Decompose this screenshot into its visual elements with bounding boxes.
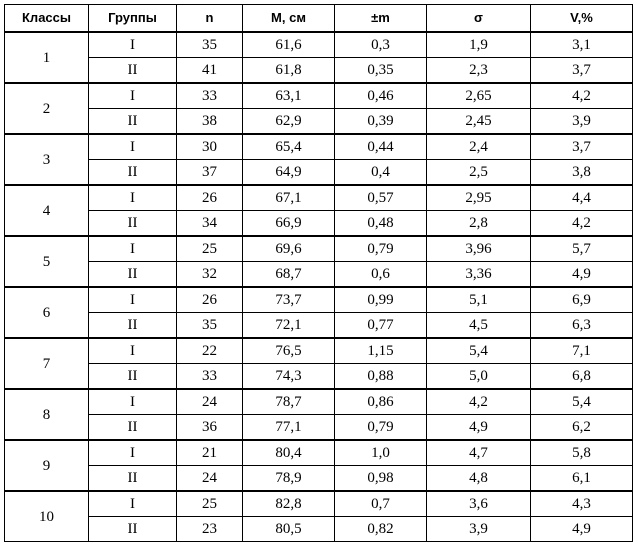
mean-cell: 66,9 — [243, 211, 335, 237]
n-cell: 35 — [177, 313, 243, 339]
group-cell: II — [89, 58, 177, 84]
variation-cell: 6,2 — [531, 415, 633, 441]
group-cell: I — [89, 83, 177, 109]
header-row — [5, 5, 633, 33]
table-row — [5, 440, 633, 466]
table-row — [5, 83, 633, 109]
sigma-cell: 2,4 — [427, 134, 531, 160]
mean-cell: 78,9 — [243, 466, 335, 492]
klass-cell: 7 — [5, 338, 89, 389]
n-cell: 25 — [177, 491, 243, 517]
header-error: ±m — [335, 5, 427, 33]
mean-cell: 62,9 — [243, 109, 335, 135]
sigma-cell: 4,5 — [427, 313, 531, 339]
table-row — [5, 134, 633, 160]
table-row — [5, 185, 633, 211]
mean-cell: 69,6 — [243, 236, 335, 262]
error-cell: 1,15 — [335, 338, 427, 364]
table-body — [5, 32, 633, 542]
error-cell: 0,99 — [335, 287, 427, 313]
n-cell: 24 — [177, 389, 243, 415]
variation-cell: 4,2 — [531, 83, 633, 109]
variation-cell: 3,7 — [531, 134, 633, 160]
header-mean: M, см — [243, 5, 335, 33]
group-cell: II — [89, 517, 177, 542]
klass-cell: 2 — [5, 83, 89, 134]
group-cell: I — [89, 338, 177, 364]
table-row — [5, 58, 633, 84]
n-cell: 37 — [177, 160, 243, 186]
sigma-cell: 5,4 — [427, 338, 531, 364]
error-cell: 0,79 — [335, 236, 427, 262]
table-row — [5, 517, 633, 542]
group-cell: II — [89, 313, 177, 339]
sigma-cell: 4,7 — [427, 440, 531, 466]
mean-cell: 74,3 — [243, 364, 335, 390]
variation-cell: 5,7 — [531, 236, 633, 262]
error-cell: 0,4 — [335, 160, 427, 186]
mean-cell: 64,9 — [243, 160, 335, 186]
error-cell: 0,6 — [335, 262, 427, 288]
table-row — [5, 109, 633, 135]
mean-cell: 77,1 — [243, 415, 335, 441]
variation-cell: 3,7 — [531, 58, 633, 84]
table-row — [5, 262, 633, 288]
n-cell: 22 — [177, 338, 243, 364]
group-cell: II — [89, 415, 177, 441]
mean-cell: 61,8 — [243, 58, 335, 84]
header-variation: V,% — [531, 5, 633, 33]
header-sigma: σ — [427, 5, 531, 33]
sigma-cell: 4,8 — [427, 466, 531, 492]
variation-cell: 6,3 — [531, 313, 633, 339]
variation-cell: 5,8 — [531, 440, 633, 466]
sigma-cell: 3,36 — [427, 262, 531, 288]
error-cell: 0,88 — [335, 364, 427, 390]
sigma-cell: 3,9 — [427, 517, 531, 542]
sigma-cell: 1,9 — [427, 32, 531, 58]
n-cell: 36 — [177, 415, 243, 441]
n-cell: 33 — [177, 364, 243, 390]
table-row — [5, 287, 633, 313]
error-cell: 0,77 — [335, 313, 427, 339]
klass-cell: 1 — [5, 32, 89, 83]
sigma-cell: 2,95 — [427, 185, 531, 211]
variation-cell: 3,8 — [531, 160, 633, 186]
sigma-cell: 2,8 — [427, 211, 531, 237]
mean-cell: 67,1 — [243, 185, 335, 211]
group-cell: I — [89, 287, 177, 313]
error-cell: 0,44 — [335, 134, 427, 160]
table-row — [5, 364, 633, 390]
mean-cell: 61,6 — [243, 32, 335, 58]
error-cell: 0,39 — [335, 109, 427, 135]
variation-cell: 6,1 — [531, 466, 633, 492]
group-cell: I — [89, 491, 177, 517]
mean-cell: 63,1 — [243, 83, 335, 109]
n-cell: 32 — [177, 262, 243, 288]
klass-cell: 10 — [5, 491, 89, 542]
group-cell: II — [89, 466, 177, 492]
variation-cell: 4,3 — [531, 491, 633, 517]
klass-cell: 9 — [5, 440, 89, 491]
n-cell: 35 — [177, 32, 243, 58]
error-cell: 0,35 — [335, 58, 427, 84]
n-cell: 34 — [177, 211, 243, 237]
sigma-cell: 2,5 — [427, 160, 531, 186]
n-cell: 24 — [177, 466, 243, 492]
mean-cell: 68,7 — [243, 262, 335, 288]
klass-cell: 3 — [5, 134, 89, 185]
mean-cell: 78,7 — [243, 389, 335, 415]
sigma-cell: 4,2 — [427, 389, 531, 415]
group-cell: II — [89, 364, 177, 390]
n-cell: 26 — [177, 287, 243, 313]
group-cell: II — [89, 109, 177, 135]
header-klass: Классы — [5, 5, 89, 33]
mean-cell: 65,4 — [243, 134, 335, 160]
header-group: Группы — [89, 5, 177, 33]
group-cell: I — [89, 185, 177, 211]
variation-cell: 4,2 — [531, 211, 633, 237]
error-cell: 0,57 — [335, 185, 427, 211]
table-row — [5, 313, 633, 339]
klass-cell: 8 — [5, 389, 89, 440]
statistics-table — [4, 4, 633, 542]
n-cell: 26 — [177, 185, 243, 211]
variation-cell: 6,9 — [531, 287, 633, 313]
table-row — [5, 211, 633, 237]
mean-cell: 72,1 — [243, 313, 335, 339]
header-n: n — [177, 5, 243, 33]
n-cell: 21 — [177, 440, 243, 466]
group-cell: II — [89, 160, 177, 186]
n-cell: 30 — [177, 134, 243, 160]
mean-cell: 82,8 — [243, 491, 335, 517]
error-cell: 0,46 — [335, 83, 427, 109]
sigma-cell: 4,9 — [427, 415, 531, 441]
group-cell: II — [89, 262, 177, 288]
sigma-cell: 2,3 — [427, 58, 531, 84]
sigma-cell: 3,96 — [427, 236, 531, 262]
variation-cell: 5,4 — [531, 389, 633, 415]
variation-cell: 4,9 — [531, 517, 633, 542]
table-row — [5, 236, 633, 262]
sigma-cell: 5,0 — [427, 364, 531, 390]
n-cell: 38 — [177, 109, 243, 135]
n-cell: 33 — [177, 83, 243, 109]
variation-cell: 6,8 — [531, 364, 633, 390]
klass-cell: 4 — [5, 185, 89, 236]
error-cell: 0,86 — [335, 389, 427, 415]
group-cell: I — [89, 134, 177, 160]
klass-cell: 5 — [5, 236, 89, 287]
table-row — [5, 415, 633, 441]
variation-cell: 3,1 — [531, 32, 633, 58]
table-row — [5, 160, 633, 186]
group-cell: II — [89, 211, 177, 237]
error-cell: 0,82 — [335, 517, 427, 542]
n-cell: 25 — [177, 236, 243, 262]
n-cell: 23 — [177, 517, 243, 542]
group-cell: I — [89, 389, 177, 415]
table-row — [5, 466, 633, 492]
sigma-cell: 2,65 — [427, 83, 531, 109]
mean-cell: 80,4 — [243, 440, 335, 466]
group-cell: I — [89, 32, 177, 58]
sigma-cell: 5,1 — [427, 287, 531, 313]
error-cell: 0,7 — [335, 491, 427, 517]
group-cell: I — [89, 236, 177, 262]
variation-cell: 7,1 — [531, 338, 633, 364]
group-cell: I — [89, 440, 177, 466]
error-cell: 0,48 — [335, 211, 427, 237]
mean-cell: 76,5 — [243, 338, 335, 364]
mean-cell: 80,5 — [243, 517, 335, 542]
variation-cell: 3,9 — [531, 109, 633, 135]
n-cell: 41 — [177, 58, 243, 84]
table-row — [5, 338, 633, 364]
error-cell: 0,79 — [335, 415, 427, 441]
error-cell: 0,98 — [335, 466, 427, 492]
sigma-cell: 2,45 — [427, 109, 531, 135]
error-cell: 1,0 — [335, 440, 427, 466]
mean-cell: 73,7 — [243, 287, 335, 313]
variation-cell: 4,9 — [531, 262, 633, 288]
variation-cell: 4,4 — [531, 185, 633, 211]
sigma-cell: 3,6 — [427, 491, 531, 517]
klass-cell: 6 — [5, 287, 89, 338]
table-row — [5, 32, 633, 58]
table-row — [5, 491, 633, 517]
error-cell: 0,3 — [335, 32, 427, 58]
table-row — [5, 389, 633, 415]
